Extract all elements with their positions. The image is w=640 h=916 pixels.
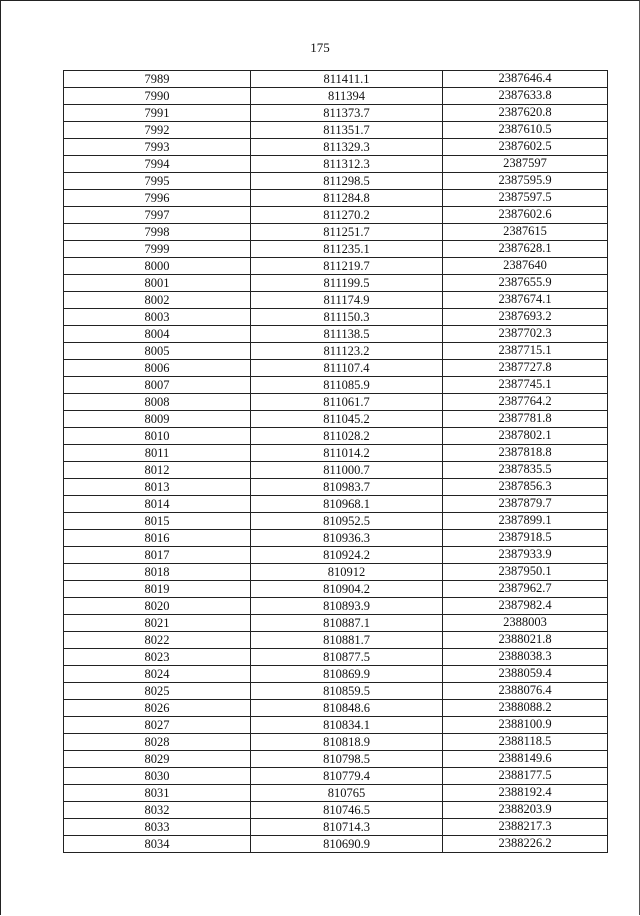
point-number-cell: 8030 — [64, 768, 251, 785]
table-row — [64, 122, 608, 139]
point-number-cell: 7993 — [64, 139, 251, 156]
x-coordinate-cell: 811219.7 — [251, 258, 443, 275]
point-number-cell: 7990 — [64, 88, 251, 105]
y-coordinate-cell: 2388003 — [443, 615, 608, 632]
table-row — [64, 683, 608, 700]
x-coordinate-cell: 811028.2 — [251, 428, 443, 445]
x-coordinate-cell: 811107.4 — [251, 360, 443, 377]
y-coordinate-cell: 2387610.5 — [443, 122, 608, 139]
x-coordinate-cell: 811312.3 — [251, 156, 443, 173]
point-number-cell: 8012 — [64, 462, 251, 479]
point-number-cell: 7992 — [64, 122, 251, 139]
y-coordinate-cell: 2387918.5 — [443, 530, 608, 547]
x-coordinate-cell: 810912 — [251, 564, 443, 581]
table-row — [64, 581, 608, 598]
x-coordinate-cell: 810714.3 — [251, 819, 443, 836]
point-number-cell: 8007 — [64, 377, 251, 394]
x-coordinate-cell: 810877.5 — [251, 649, 443, 666]
point-number-cell: 8019 — [64, 581, 251, 598]
point-number-cell: 7994 — [64, 156, 251, 173]
table-row — [64, 224, 608, 241]
x-coordinate-cell: 810968.1 — [251, 496, 443, 513]
y-coordinate-cell: 2387933.9 — [443, 547, 608, 564]
x-coordinate-cell: 810818.9 — [251, 734, 443, 751]
table-row — [64, 173, 608, 190]
point-number-cell: 8020 — [64, 598, 251, 615]
table-row — [64, 105, 608, 122]
y-coordinate-cell: 2387595.9 — [443, 173, 608, 190]
x-coordinate-cell: 810869.9 — [251, 666, 443, 683]
table-row — [64, 547, 608, 564]
table-row — [64, 156, 608, 173]
x-coordinate-cell: 810887.1 — [251, 615, 443, 632]
y-coordinate-cell: 2387835.5 — [443, 462, 608, 479]
y-coordinate-cell: 2387615 — [443, 224, 608, 241]
x-coordinate-cell: 811235.1 — [251, 241, 443, 258]
y-coordinate-cell: 2387597.5 — [443, 190, 608, 207]
table-row — [64, 785, 608, 802]
table-row — [64, 445, 608, 462]
table-row — [64, 88, 608, 105]
x-coordinate-cell: 811270.2 — [251, 207, 443, 224]
y-coordinate-cell: 2387745.1 — [443, 377, 608, 394]
x-coordinate-cell: 811298.5 — [251, 173, 443, 190]
point-number-cell: 8008 — [64, 394, 251, 411]
table-row — [64, 632, 608, 649]
x-coordinate-cell: 810936.3 — [251, 530, 443, 547]
y-coordinate-cell: 2388100.9 — [443, 717, 608, 734]
point-number-cell: 8026 — [64, 700, 251, 717]
table-row — [64, 564, 608, 581]
point-number-cell: 8032 — [64, 802, 251, 819]
x-coordinate-cell: 810848.6 — [251, 700, 443, 717]
table-body — [64, 71, 608, 853]
point-number-cell: 7995 — [64, 173, 251, 190]
x-coordinate-cell: 811014.2 — [251, 445, 443, 462]
table-row — [64, 598, 608, 615]
table-row — [64, 496, 608, 513]
y-coordinate-cell: 2387962.7 — [443, 581, 608, 598]
table-row — [64, 190, 608, 207]
table-row — [64, 479, 608, 496]
table-row — [64, 717, 608, 734]
table-row — [64, 275, 608, 292]
table-row — [64, 292, 608, 309]
point-number-cell: 8021 — [64, 615, 251, 632]
point-number-cell: 7999 — [64, 241, 251, 258]
point-number-cell: 8029 — [64, 751, 251, 768]
x-coordinate-cell: 811251.7 — [251, 224, 443, 241]
point-number-cell: 8013 — [64, 479, 251, 496]
y-coordinate-cell: 2387693.2 — [443, 309, 608, 326]
x-coordinate-cell: 810746.5 — [251, 802, 443, 819]
table-row — [64, 768, 608, 785]
y-coordinate-cell: 2387856.3 — [443, 479, 608, 496]
y-coordinate-cell: 2387950.1 — [443, 564, 608, 581]
y-coordinate-cell: 2387633.8 — [443, 88, 608, 105]
y-coordinate-cell: 2387818.8 — [443, 445, 608, 462]
y-coordinate-cell: 2387674.1 — [443, 292, 608, 309]
table-row — [64, 734, 608, 751]
x-coordinate-cell: 810798.5 — [251, 751, 443, 768]
page-number: 175 — [310, 40, 330, 55]
table-row — [64, 71, 608, 88]
x-coordinate-cell: 811199.5 — [251, 275, 443, 292]
y-coordinate-cell: 2387764.2 — [443, 394, 608, 411]
x-coordinate-cell: 810952.5 — [251, 513, 443, 530]
table-row — [64, 309, 608, 326]
point-number-cell: 8034 — [64, 836, 251, 853]
point-number-cell: 7991 — [64, 105, 251, 122]
y-coordinate-cell: 2387628.1 — [443, 241, 608, 258]
x-coordinate-cell: 811174.9 — [251, 292, 443, 309]
x-coordinate-cell: 810893.9 — [251, 598, 443, 615]
x-coordinate-cell: 811045.2 — [251, 411, 443, 428]
y-coordinate-cell: 2387899.1 — [443, 513, 608, 530]
point-number-cell: 8023 — [64, 649, 251, 666]
point-number-cell: 8002 — [64, 292, 251, 309]
x-coordinate-cell: 811411.1 — [251, 71, 443, 88]
table-row — [64, 411, 608, 428]
table-row — [64, 241, 608, 258]
point-number-cell: 7998 — [64, 224, 251, 241]
x-coordinate-cell: 810881.7 — [251, 632, 443, 649]
y-coordinate-cell: 2388118.5 — [443, 734, 608, 751]
x-coordinate-cell: 811150.3 — [251, 309, 443, 326]
point-number-cell: 8000 — [64, 258, 251, 275]
point-number-cell: 8024 — [64, 666, 251, 683]
table-row — [64, 394, 608, 411]
y-coordinate-cell: 2388192.4 — [443, 785, 608, 802]
y-coordinate-cell: 2388038.3 — [443, 649, 608, 666]
x-coordinate-cell: 810859.5 — [251, 683, 443, 700]
point-number-cell: 8005 — [64, 343, 251, 360]
table-row — [64, 326, 608, 343]
x-coordinate-cell: 811394 — [251, 88, 443, 105]
table-row — [64, 819, 608, 836]
point-number-cell: 8006 — [64, 360, 251, 377]
y-coordinate-cell: 2387597 — [443, 156, 608, 173]
y-coordinate-cell: 2387640 — [443, 258, 608, 275]
y-coordinate-cell: 2387802.1 — [443, 428, 608, 445]
point-number-cell: 8028 — [64, 734, 251, 751]
y-coordinate-cell: 2387702.3 — [443, 326, 608, 343]
y-coordinate-cell: 2387602.6 — [443, 207, 608, 224]
point-number-cell: 8014 — [64, 496, 251, 513]
y-coordinate-cell: 2388217.3 — [443, 819, 608, 836]
x-coordinate-cell: 810779.4 — [251, 768, 443, 785]
point-number-cell: 8017 — [64, 547, 251, 564]
table-row — [64, 258, 608, 275]
table-row — [64, 802, 608, 819]
point-number-cell: 8031 — [64, 785, 251, 802]
point-number-cell: 8001 — [64, 275, 251, 292]
coordinates-table — [63, 70, 608, 853]
table-row — [64, 139, 608, 156]
y-coordinate-cell: 2388059.4 — [443, 666, 608, 683]
x-coordinate-cell: 811329.3 — [251, 139, 443, 156]
y-coordinate-cell: 2388021.8 — [443, 632, 608, 649]
table-row — [64, 513, 608, 530]
y-coordinate-cell: 2387602.5 — [443, 139, 608, 156]
point-number-cell: 8003 — [64, 309, 251, 326]
point-number-cell: 8025 — [64, 683, 251, 700]
y-coordinate-cell: 2387655.9 — [443, 275, 608, 292]
x-coordinate-cell: 811000.7 — [251, 462, 443, 479]
point-number-cell: 7989 — [64, 71, 251, 88]
x-coordinate-cell: 811085.9 — [251, 377, 443, 394]
table-row — [64, 615, 608, 632]
point-number-cell: 8016 — [64, 530, 251, 547]
point-number-cell: 8004 — [64, 326, 251, 343]
table-row — [64, 360, 608, 377]
table-row — [64, 530, 608, 547]
point-number-cell: 8010 — [64, 428, 251, 445]
table-row — [64, 836, 608, 853]
table-row — [64, 343, 608, 360]
x-coordinate-cell: 811138.5 — [251, 326, 443, 343]
x-coordinate-cell: 810904.2 — [251, 581, 443, 598]
x-coordinate-cell: 810765 — [251, 785, 443, 802]
point-number-cell: 8022 — [64, 632, 251, 649]
table-row — [64, 666, 608, 683]
y-coordinate-cell: 2388226.2 — [443, 836, 608, 853]
table-row — [64, 428, 608, 445]
point-number-cell: 8015 — [64, 513, 251, 530]
point-number-cell: 8018 — [64, 564, 251, 581]
point-number-cell: 7997 — [64, 207, 251, 224]
point-number-cell: 8027 — [64, 717, 251, 734]
y-coordinate-cell: 2387727.8 — [443, 360, 608, 377]
point-number-cell: 7996 — [64, 190, 251, 207]
y-coordinate-cell: 2387781.8 — [443, 411, 608, 428]
y-coordinate-cell: 2388088.2 — [443, 700, 608, 717]
x-coordinate-cell: 811061.7 — [251, 394, 443, 411]
x-coordinate-cell: 810834.1 — [251, 717, 443, 734]
y-coordinate-cell: 2388149.6 — [443, 751, 608, 768]
x-coordinate-cell: 811284.8 — [251, 190, 443, 207]
y-coordinate-cell: 2387982.4 — [443, 598, 608, 615]
y-coordinate-cell: 2387646.4 — [443, 71, 608, 88]
table-row — [64, 377, 608, 394]
point-number-cell: 8009 — [64, 411, 251, 428]
x-coordinate-cell: 810924.2 — [251, 547, 443, 564]
point-number-cell: 8033 — [64, 819, 251, 836]
y-coordinate-cell: 2388076.4 — [443, 683, 608, 700]
y-coordinate-cell: 2387879.7 — [443, 496, 608, 513]
y-coordinate-cell: 2388177.5 — [443, 768, 608, 785]
y-coordinate-cell: 2388203.9 — [443, 802, 608, 819]
table-row — [64, 700, 608, 717]
point-number-cell: 8011 — [64, 445, 251, 462]
table-row — [64, 751, 608, 768]
table-row — [64, 207, 608, 224]
x-coordinate-cell: 810983.7 — [251, 479, 443, 496]
x-coordinate-cell: 811351.7 — [251, 122, 443, 139]
table-row — [64, 649, 608, 666]
y-coordinate-cell: 2387620.8 — [443, 105, 608, 122]
x-coordinate-cell: 811373.7 — [251, 105, 443, 122]
table-row — [64, 462, 608, 479]
y-coordinate-cell: 2387715.1 — [443, 343, 608, 360]
x-coordinate-cell: 810690.9 — [251, 836, 443, 853]
x-coordinate-cell: 811123.2 — [251, 343, 443, 360]
